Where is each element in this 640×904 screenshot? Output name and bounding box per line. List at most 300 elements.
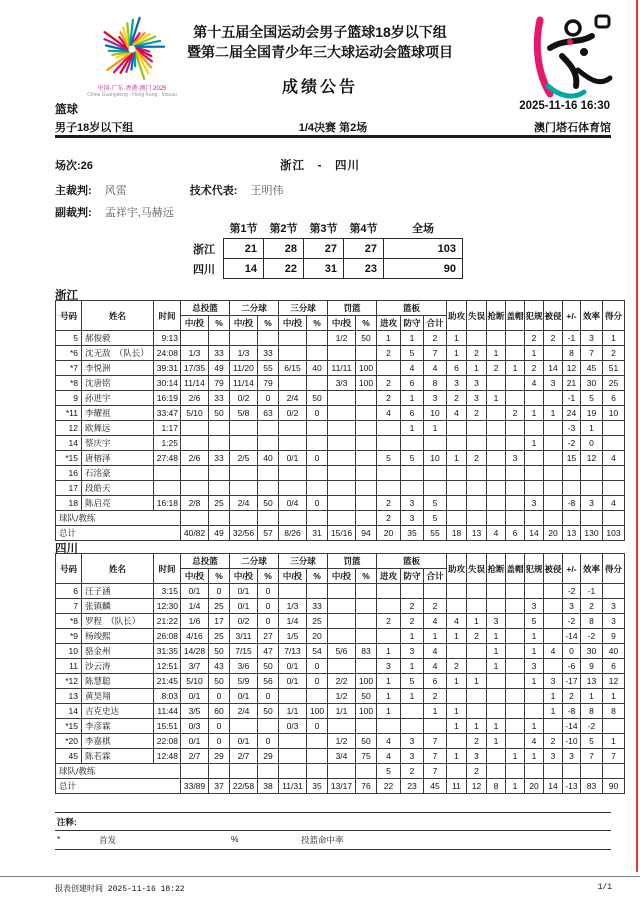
stat-cell xyxy=(401,436,424,451)
stat-cell xyxy=(487,689,506,704)
stat-cell: 4 xyxy=(377,734,401,749)
sport-pictogram xyxy=(526,12,614,102)
stat-cell: 1 xyxy=(525,629,544,644)
stat-cell xyxy=(230,719,258,734)
stat-cell xyxy=(467,584,487,599)
stat-cell xyxy=(209,466,230,481)
stat-cell xyxy=(328,496,356,511)
stat-cell: 1 xyxy=(377,689,401,704)
stat-cell: 0/3 xyxy=(279,719,307,734)
stat-cell xyxy=(603,466,625,481)
stat-cell: 0 xyxy=(258,599,279,614)
stat-cell: -8 xyxy=(563,704,581,719)
player-row xyxy=(56,614,625,629)
home-box-score xyxy=(55,300,625,541)
stat-cell: -3 xyxy=(563,421,581,436)
stat-cell: 6 xyxy=(603,659,625,674)
stat-cell: 54 xyxy=(307,644,328,659)
player-number: 7 xyxy=(56,599,82,614)
stat-cell: 10 xyxy=(424,406,447,421)
stat-cell xyxy=(307,584,328,599)
stat-cell xyxy=(356,659,377,674)
stat-cell xyxy=(230,436,258,451)
stat-cell: 0/3 xyxy=(181,719,209,734)
box-score-header xyxy=(56,301,625,331)
stat-cell: 2 xyxy=(467,406,487,421)
stat-cell: 2/4 xyxy=(230,496,258,511)
stat-cell xyxy=(328,391,356,406)
stat-cell: 4 xyxy=(377,749,401,764)
stat-cell: 1/5 xyxy=(279,629,307,644)
player-minutes: 12:51 xyxy=(154,659,181,674)
stat-cell: 1/2 xyxy=(328,689,356,704)
player-number: 14 xyxy=(56,704,82,719)
pct-symbol: % xyxy=(231,834,239,844)
player-name: 沙云涛 xyxy=(82,659,154,674)
stat-cell xyxy=(258,511,279,526)
stat-cell: 0 xyxy=(209,734,230,749)
stat-cell xyxy=(377,361,401,376)
stat-cell: 11/14 xyxy=(230,376,258,391)
player-row xyxy=(56,451,625,466)
quarter-header-cell: 第1节 xyxy=(229,223,258,235)
stat-cell xyxy=(506,496,525,511)
player-row xyxy=(56,644,625,659)
quarter-header-spacer xyxy=(193,218,224,239)
stat-cell xyxy=(209,511,230,526)
stat-cell xyxy=(487,704,506,719)
stat-cell: 2 xyxy=(377,496,401,511)
player-minutes: 26:08 xyxy=(154,629,181,644)
stat-cell xyxy=(356,346,377,361)
event-title-line1: 第十五届全国运动会男子篮球18岁以下组 xyxy=(193,24,447,40)
report-datetime: 2025-11-16 16:30 xyxy=(519,100,610,112)
stat-cell: 1/3 xyxy=(230,346,258,361)
player-name: 吉克史达 xyxy=(82,704,154,719)
column-header: 二分球 xyxy=(230,301,279,316)
stat-cell: 27 xyxy=(258,629,279,644)
stat-cell: 6 xyxy=(506,526,525,541)
stat-cell: -6 xyxy=(563,659,581,674)
starter-desc: 首发 xyxy=(99,835,117,845)
stat-cell: 17 xyxy=(209,614,230,629)
stat-cell: 3 xyxy=(563,749,581,764)
stat-cell xyxy=(181,331,209,346)
stat-cell xyxy=(258,331,279,346)
stat-cell xyxy=(181,511,209,526)
stat-cell: 22/58 xyxy=(230,779,258,794)
stat-cell: 79 xyxy=(258,376,279,391)
stat-cell: 2 xyxy=(377,391,401,406)
stat-cell: 6 xyxy=(447,361,467,376)
stat-cell xyxy=(258,719,279,734)
stat-cell xyxy=(279,331,307,346)
report-title: 成绩公告 xyxy=(281,78,358,96)
column-header: % xyxy=(356,316,377,331)
stat-cell: 2 xyxy=(401,764,424,779)
player-row xyxy=(56,481,625,496)
event-title-line2: 暨第二届全国青少年三大球运动会篮球项目 xyxy=(187,44,453,61)
stat-cell: 3 xyxy=(424,391,447,406)
stat-cell: 1/4 xyxy=(181,599,209,614)
stat-cell xyxy=(487,584,506,599)
stat-cell xyxy=(525,421,544,436)
stat-cell xyxy=(487,451,506,466)
stat-cell: 2/7 xyxy=(181,749,209,764)
stat-cell: 37 xyxy=(209,779,230,794)
stat-cell: 30 xyxy=(581,376,603,391)
stat-cell xyxy=(307,481,328,496)
stat-cell xyxy=(506,764,525,779)
column-header: 防守 xyxy=(401,316,424,331)
stat-cell: 94 xyxy=(356,526,377,541)
column-header: 进攻 xyxy=(377,569,401,584)
stat-cell: 12 xyxy=(563,361,581,376)
stat-cell: 2 xyxy=(544,331,563,346)
player-minutes: 12:48 xyxy=(154,749,181,764)
column-header: 罚篮 xyxy=(328,301,377,316)
player-minutes: 11:44 xyxy=(154,704,181,719)
stat-cell: 5 xyxy=(377,451,401,466)
stat-cell: 7 xyxy=(424,734,447,749)
stat-cell: 4/16 xyxy=(181,629,209,644)
player-row xyxy=(56,719,625,734)
stat-cell xyxy=(328,719,356,734)
team-bench-row xyxy=(56,764,625,779)
stat-cell: 20 xyxy=(307,629,328,644)
stat-cell: 3 xyxy=(467,376,487,391)
stat-cell: 1/2 xyxy=(328,331,356,346)
column-header: 助攻 xyxy=(447,301,467,331)
player-minutes: 33:47 xyxy=(154,406,181,421)
stat-cell: 14 xyxy=(544,779,563,794)
player-name: 李嘉棋 xyxy=(82,734,154,749)
column-header: 防守 xyxy=(401,569,424,584)
player-minutes: 24:08 xyxy=(154,346,181,361)
stat-cell: 8 xyxy=(581,704,603,719)
quarter-team-name: 浙江 xyxy=(193,243,215,256)
stat-cell: 2 xyxy=(467,734,487,749)
officials-row-2 xyxy=(55,204,174,220)
stat-cell: 2/5 xyxy=(230,451,258,466)
stat-cell: 50 xyxy=(307,391,328,406)
stat-cell xyxy=(447,644,467,659)
stat-cell: 3 xyxy=(401,734,424,749)
player-number: *15 xyxy=(56,451,82,466)
stat-cell xyxy=(525,764,544,779)
stat-cell: 4 xyxy=(424,644,447,659)
stat-cell xyxy=(328,511,356,526)
player-number: *12 xyxy=(56,674,82,689)
stat-cell: 100 xyxy=(356,674,377,689)
stat-cell xyxy=(258,764,279,779)
player-row xyxy=(56,584,625,599)
stat-cell: 1 xyxy=(424,629,447,644)
player-name: 李悦洲 xyxy=(82,361,154,376)
stat-cell: 33 xyxy=(307,599,328,614)
stat-cell xyxy=(506,599,525,614)
column-header: % xyxy=(258,316,279,331)
stat-cell: -1 xyxy=(581,584,603,599)
stat-cell xyxy=(279,734,307,749)
player-number: 14 xyxy=(56,436,82,451)
stat-cell: 8 xyxy=(603,704,625,719)
stat-cell: 1 xyxy=(377,704,401,719)
stat-cell: 0/1 xyxy=(230,734,258,749)
stat-cell xyxy=(356,421,377,436)
stat-cell: 3 xyxy=(544,674,563,689)
row-label: 球队/教练 xyxy=(56,511,181,526)
stat-cell xyxy=(377,599,401,614)
stat-cell xyxy=(525,511,544,526)
stat-cell: 30 xyxy=(581,644,603,659)
stat-cell: 2 xyxy=(447,659,467,674)
stat-cell: 5 xyxy=(424,496,447,511)
column-header: 时间 xyxy=(154,301,181,331)
stat-cell xyxy=(181,466,209,481)
player-minutes: 1:17 xyxy=(154,421,181,436)
stat-cell: 8 xyxy=(424,376,447,391)
column-header: 中/投 xyxy=(230,316,258,331)
stat-cell: 3 xyxy=(544,749,563,764)
stat-cell xyxy=(487,764,506,779)
column-header: 抢断 xyxy=(487,301,506,331)
stat-cell: 1 xyxy=(401,659,424,674)
column-header: 抢断 xyxy=(487,554,506,584)
column-header: 二分球 xyxy=(230,554,279,569)
stat-cell: 14 xyxy=(525,526,544,541)
stat-cell xyxy=(230,511,258,526)
stat-cell xyxy=(603,421,625,436)
stat-cell xyxy=(581,481,603,496)
stat-cell xyxy=(506,511,525,526)
stat-cell xyxy=(487,466,506,481)
stat-cell: 33 xyxy=(258,346,279,361)
stat-cell: 3/11 xyxy=(230,629,258,644)
stat-cell xyxy=(447,764,467,779)
stat-cell: 4 xyxy=(603,451,625,466)
stat-cell: 100 xyxy=(356,704,377,719)
column-header: 号码 xyxy=(56,301,82,331)
stat-cell: -13 xyxy=(563,779,581,794)
stat-cell: 0/1 xyxy=(230,584,258,599)
stat-cell: 21 xyxy=(563,376,581,391)
stat-cell xyxy=(258,436,279,451)
column-header: 姓名 xyxy=(82,301,154,331)
row-label: 总计 xyxy=(56,779,181,794)
stat-cell: 51 xyxy=(603,361,625,376)
stat-cell: 0/1 xyxy=(181,689,209,704)
player-row xyxy=(56,704,625,719)
player-row xyxy=(56,406,625,421)
player-number: 16 xyxy=(56,466,82,481)
stat-cell xyxy=(544,629,563,644)
stat-cell: 103 xyxy=(603,526,625,541)
stat-cell: 79 xyxy=(209,376,230,391)
stat-cell: 0 xyxy=(258,391,279,406)
stat-cell: 5 xyxy=(581,391,603,406)
stat-cell xyxy=(377,466,401,481)
stat-cell: 40 xyxy=(258,451,279,466)
stat-cell: 12 xyxy=(603,674,625,689)
stat-cell xyxy=(487,511,506,526)
stat-cell xyxy=(424,481,447,496)
column-header: 效率 xyxy=(581,554,603,584)
logo-caption-en: China Guangdong · Hong Kong · Macau xyxy=(87,92,177,99)
column-header: 中/投 xyxy=(279,316,307,331)
stat-cell xyxy=(525,451,544,466)
column-header: 三分球 xyxy=(279,554,328,569)
stat-cell xyxy=(181,421,209,436)
tech-rep-label: 技术代表: xyxy=(189,185,238,197)
stat-cell: 1 xyxy=(377,644,401,659)
stat-cell xyxy=(563,481,581,496)
stat-cell: 3 xyxy=(603,599,625,614)
stat-cell xyxy=(307,466,328,481)
stat-cell xyxy=(181,481,209,496)
stat-cell xyxy=(544,599,563,614)
stat-cell xyxy=(356,719,377,734)
stat-cell: -1 xyxy=(563,331,581,346)
stat-cell: 50 xyxy=(209,406,230,421)
stat-cell: 13 xyxy=(563,526,581,541)
stat-cell: 47 xyxy=(258,644,279,659)
stat-cell xyxy=(328,346,356,361)
quarter-header-cell: 全场 xyxy=(412,223,434,235)
stat-cell xyxy=(487,406,506,421)
stat-cell xyxy=(258,421,279,436)
stat-cell: 1 xyxy=(544,406,563,421)
player-row xyxy=(56,749,625,764)
stat-cell: 56 xyxy=(258,674,279,689)
player-number: 11 xyxy=(56,659,82,674)
stat-cell: 76 xyxy=(356,779,377,794)
player-row xyxy=(56,436,625,451)
stat-cell: 3 xyxy=(487,614,506,629)
column-header: % xyxy=(307,316,328,331)
player-name: 石洺豪 xyxy=(82,466,154,481)
player-name: 骆金州 xyxy=(82,644,154,659)
stat-cell xyxy=(356,406,377,421)
column-header: % xyxy=(356,569,377,584)
stat-cell: 9 xyxy=(603,629,625,644)
stat-cell: 3 xyxy=(467,391,487,406)
team-bench-row xyxy=(56,511,625,526)
stat-cell xyxy=(487,421,506,436)
stat-cell: 5 xyxy=(525,614,544,629)
stat-cell xyxy=(209,331,230,346)
stat-cell xyxy=(506,421,525,436)
player-number: 18 xyxy=(56,496,82,511)
stat-cell xyxy=(356,466,377,481)
venue-label: 澳门塔石体育馆 xyxy=(533,122,611,134)
stat-cell xyxy=(424,436,447,451)
stat-cell xyxy=(328,599,356,614)
stat-cell xyxy=(603,719,625,734)
stat-cell: 9 xyxy=(581,659,603,674)
stat-cell: 50 xyxy=(356,734,377,749)
stat-cell: 2 xyxy=(563,689,581,704)
stat-cell: 20 xyxy=(377,526,401,541)
stat-cell: 2 xyxy=(525,361,544,376)
column-header: 中/投 xyxy=(181,316,209,331)
player-number: 6 xyxy=(56,584,82,599)
column-header: 姓名 xyxy=(82,554,154,584)
stat-cell xyxy=(209,764,230,779)
quarter-score-cell: 22 xyxy=(264,259,304,279)
player-minutes: 27:48 xyxy=(154,451,181,466)
stat-cell xyxy=(447,734,467,749)
stat-cell: 2/6 xyxy=(181,391,209,406)
column-header: 进攻 xyxy=(377,316,401,331)
stat-cell: 4 xyxy=(603,496,625,511)
stat-cell xyxy=(544,496,563,511)
report-header xyxy=(150,22,490,99)
stat-cell: 60 xyxy=(209,704,230,719)
stat-cell: 11/20 xyxy=(230,361,258,376)
stat-cell xyxy=(467,659,487,674)
stat-cell: 3 xyxy=(525,496,544,511)
stat-cell: 50 xyxy=(356,331,377,346)
stat-cell: 33 xyxy=(209,451,230,466)
column-header: % xyxy=(307,569,328,584)
stat-cell: 3 xyxy=(401,511,424,526)
stat-cell: 7/13 xyxy=(279,644,307,659)
stat-cell: 2 xyxy=(467,346,487,361)
player-minutes: 30:14 xyxy=(154,376,181,391)
quarter-score-row xyxy=(193,259,463,279)
stat-cell xyxy=(307,511,328,526)
stat-cell: 11/31 xyxy=(279,779,307,794)
stat-cell: 0 xyxy=(258,614,279,629)
stat-cell: 8 xyxy=(487,779,506,794)
quarter-score-cell: 14 xyxy=(224,259,264,279)
stat-cell xyxy=(525,704,544,719)
stat-cell: 2/7 xyxy=(230,749,258,764)
stat-cell: 5 xyxy=(401,674,424,689)
stat-cell: 20 xyxy=(544,526,563,541)
player-row xyxy=(56,689,625,704)
player-row xyxy=(56,466,625,481)
stat-cell: 5/10 xyxy=(181,674,209,689)
stat-cell: 1 xyxy=(447,674,467,689)
stat-cell: 0 xyxy=(258,584,279,599)
stat-cell: 0 xyxy=(307,451,328,466)
column-header: 篮板 xyxy=(377,554,447,569)
stat-cell xyxy=(447,584,467,599)
column-header: 效率 xyxy=(581,301,603,331)
stat-cell: 1 xyxy=(401,629,424,644)
stat-cell xyxy=(487,331,506,346)
stat-cell: 5 xyxy=(401,451,424,466)
stat-cell: -17 xyxy=(563,674,581,689)
stat-cell xyxy=(356,614,377,629)
stat-cell: 1 xyxy=(525,719,544,734)
stat-cell xyxy=(544,436,563,451)
box-score-table xyxy=(55,553,625,794)
stat-cell xyxy=(356,584,377,599)
stat-cell: 4 xyxy=(447,614,467,629)
player-name: 汪子涵 xyxy=(82,584,154,599)
stat-cell: 5/9 xyxy=(230,674,258,689)
stat-cell: 1 xyxy=(401,421,424,436)
stat-cell: 5 xyxy=(401,346,424,361)
stat-cell: 7 xyxy=(581,346,603,361)
stat-cell: 1 xyxy=(447,719,467,734)
stat-cell: 4 xyxy=(424,614,447,629)
column-header: 总投篮 xyxy=(181,301,230,316)
stat-cell: 0 xyxy=(258,734,279,749)
